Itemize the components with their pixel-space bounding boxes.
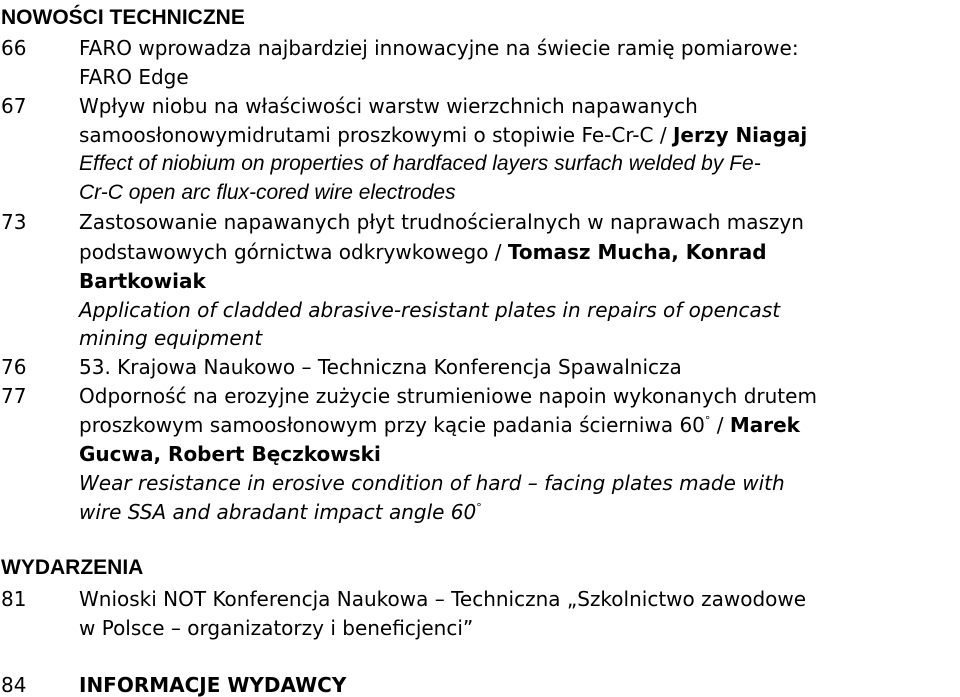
entry-title-line: w Polsce – organizatorzy i beneficjenci” [79,616,474,640]
entry-title-line [79,269,206,293]
entry-authors: Jerzy Niagaj [672,123,808,147]
entry-authors: Tomasz Mucha, Konrad [507,240,767,264]
entry-title-line [79,240,767,264]
entry-title-line [79,123,807,147]
entry-separator: / [710,413,730,437]
entry-authors: Marek [729,413,800,437]
entry-title-line: Zastosowanie napawanych płyt trudnościeralnych w naprawach maszyn [79,210,804,234]
degree-symbol: ° [476,501,482,514]
entry-english-title-line: mining equipment [79,326,263,350]
entry-english-title-line [79,500,482,524]
entry-title-text: podstawowych górnictwa odkrywkowego / [79,240,508,264]
entry-page-number: 73 [1,210,27,234]
entry-authors: Bartkowiak [79,269,206,293]
entry-english-title-line: Wear resistance in erosive condition of hard – facing plates made with [79,471,785,495]
entry-title-line: Odporność na erozyjne zużycie strumieniowe napoin wykonanych drutem [79,384,817,408]
entry-title-line [79,413,800,437]
entry-page-number: 84 [1,673,27,697]
entry-title-line: FARO wprowadza najbardziej innowacyjne na świecie ramię pomiarowe: [79,36,799,60]
entry-title-line: 53. Krajowa Naukowo – Techniczna Konferencja Spawalnicza [79,355,682,379]
degree-symbol: ° [704,414,711,427]
entry-page-number: 76 [1,355,27,379]
entry-authors: Gucwa, Robert Bęczkowski [79,442,381,466]
entry-title-line: FARO Edge [79,65,189,89]
entry-page-number: 77 [1,384,27,408]
entry-title-line: Wnioski NOT Konferencja Naukowa – Techniczna „Szkolnictwo zawodowe [79,587,807,611]
entry-page-number: 67 [1,94,27,118]
section-title-events: WYDARZENIA [1,556,144,579]
entry-title-line [79,673,346,697]
entry-title-line [79,442,381,466]
entry-english-text: wire SSA and abradant impact angle 60 [79,500,477,524]
entry-page-number: 81 [1,587,27,611]
entry-title-line: Wpływ niobu na właściwości warstw wierzchnich napawanych [79,94,698,118]
entry-english-title-line: Effect of niobium on properties of hardfaced layers surfach welded by Fe- [79,152,761,175]
section-title-technical-news: NOWOŚCI TECHNICZNE [1,6,245,29]
entry-english-title-line: Cr-C open arc flux-cored wire electrodes [79,181,456,204]
entry-title-text: proszkowym samoosłonowym przy kącie padania ścierniwa 60 [79,413,705,437]
entry-title-text: INFORMACJE WYDAWCY [79,673,347,697]
entry-english-title-line: Application of cladded abrasive-resistant plates in repairs of opencast [79,298,781,322]
entry-page-number: 66 [1,36,27,60]
entry-title-text: samoosłonowymidrutami proszkowymi o stopiwie Fe-Cr-C / [79,123,673,147]
